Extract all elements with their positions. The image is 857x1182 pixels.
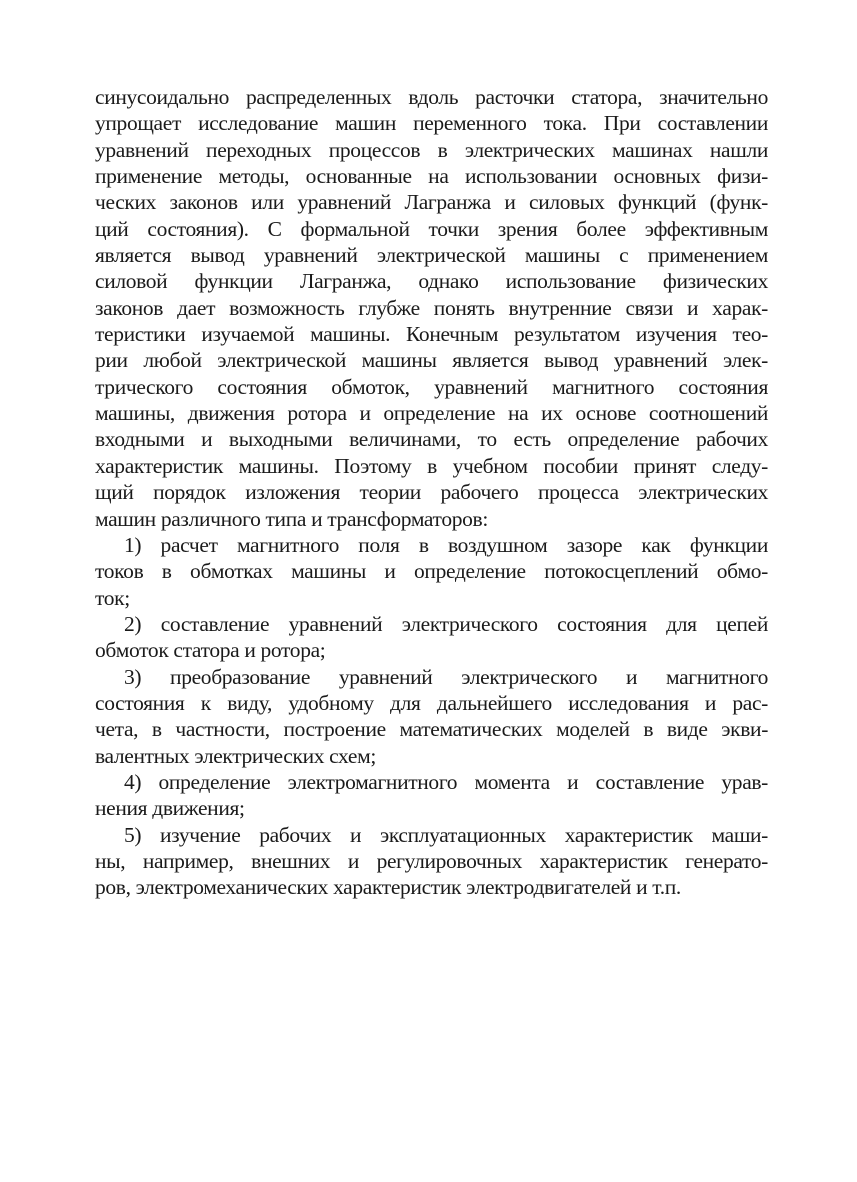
- text-line: ток;: [95, 585, 130, 610]
- text-line: 5) изучение рабочих и эксплуатационных характеристик маши-: [124, 822, 768, 847]
- document-page-text: [95, 84, 768, 901]
- text-line: упрощает исследование машин переменного тока. При составлении: [95, 111, 768, 136]
- text-line: обмоток статора и ротора;: [95, 638, 326, 663]
- text-line: ческих законов или уравнений Лагранжа и силовых функций (функ-: [95, 190, 768, 215]
- text-line: 4) определение электромагнитного момента и составление урав-: [124, 769, 768, 794]
- text-line: синусоидально распределенных вдоль расточки статора, значительно: [95, 85, 768, 109]
- text-line: теристики изучаемой машины. Конечным результатом изучения тео-: [95, 322, 768, 347]
- text-line: 3) преобразование уравнений электрического и магнитного: [124, 664, 768, 689]
- text-line: законов дает возможность глубже понять внутренние связи и харак-: [95, 295, 768, 320]
- text-line: трического состояния обмоток, уравнений магнитного состояния: [95, 374, 768, 399]
- text-line: ны, например, внешних и регулировочных характеристик генерато-: [95, 848, 768, 873]
- text-line: является вывод уравнений электрической машины с применением: [95, 243, 768, 268]
- text-line: валентных электрических схем;: [95, 743, 376, 768]
- text-line: ров, электромеханических характеристик электродвигателей и т.п.: [95, 875, 681, 900]
- text-line: состояния к виду, удобному для дальнейшего исследования и рас-: [95, 690, 768, 715]
- text-line: 1) расчет магнитного поля в воздушном зазоре как функции: [124, 532, 768, 557]
- text-line: щий порядок изложения теории рабочего процесса электрических: [95, 480, 768, 505]
- text-line: применение методы, основанные на использовании основных физи-: [95, 164, 768, 189]
- text-line: уравнений переходных процессов в электрических машинах нашли: [95, 137, 768, 162]
- text-line: нения движения;: [95, 796, 245, 821]
- text-line: токов в обмотках машины и определение потокосцеплений обмо-: [95, 559, 768, 584]
- text-line: характеристик машины. Поэтому в учебном пособии принят следу-: [95, 453, 768, 478]
- text-line: 2) составление уравнений электрического состояния для цепей: [124, 611, 768, 636]
- text-line: ций состояния). С формальной точки зрения более эффективным: [95, 216, 768, 241]
- text-line: чета, в частности, построение математических моделей в виде экви-: [95, 717, 768, 742]
- text-line: рии любой электрической машины является вывод уравнений элек-: [95, 348, 768, 373]
- text-line: силовой функции Лагранжа, однако использование физических: [95, 269, 768, 294]
- text-line: машины, движения ротора и определение на их основе соотношений: [95, 401, 768, 426]
- text-line: машин различного типа и трансформаторов:: [95, 506, 488, 531]
- text-line: входными и выходными величинами, то есть определение рабочих: [95, 427, 768, 452]
